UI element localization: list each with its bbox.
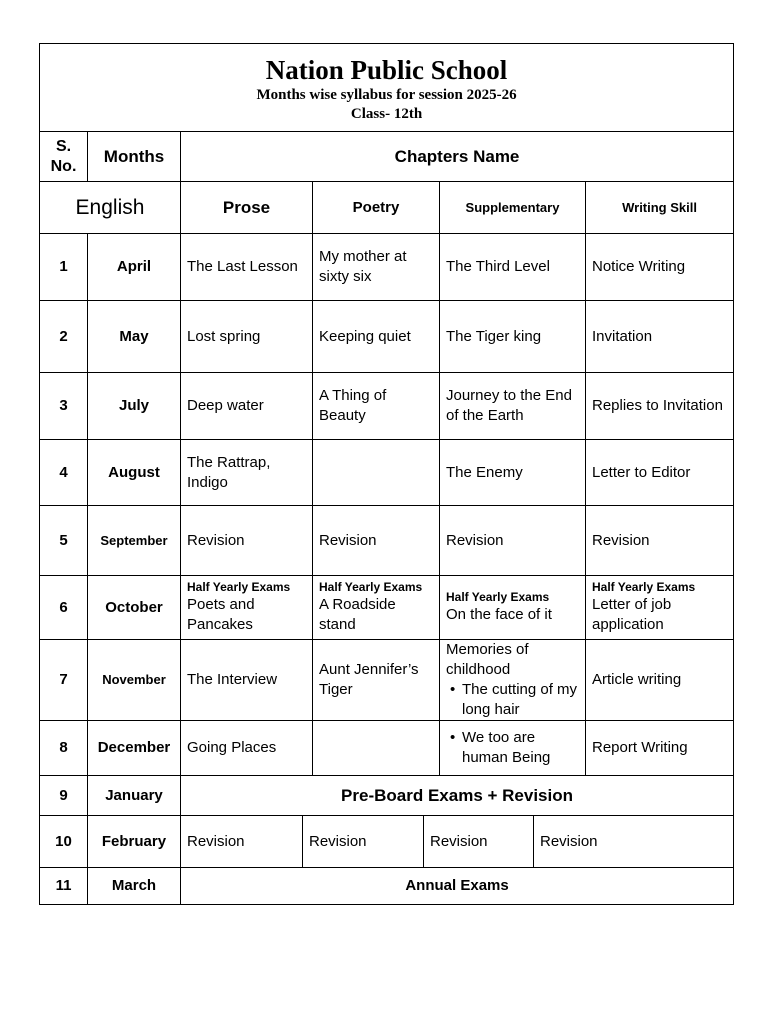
table-row bbox=[40, 373, 734, 440]
row-poetry bbox=[313, 576, 440, 640]
header-cell bbox=[40, 44, 734, 132]
row-month: January bbox=[88, 776, 181, 816]
row-poetry bbox=[313, 721, 440, 776]
row-sno: 1 bbox=[40, 234, 88, 301]
row-supplementary: The Third Level bbox=[440, 234, 586, 301]
row-poetry-text: A Roadside stand bbox=[319, 596, 396, 633]
row-writing-skill: Notice Writing bbox=[586, 234, 734, 301]
chapters-name-header: Chapters Name bbox=[181, 132, 734, 182]
preboard-cell: Pre-Board Exams + Revision bbox=[181, 776, 734, 816]
class-label: Class- 12th bbox=[350, 105, 423, 122]
supplementary-header: Supplementary bbox=[440, 182, 586, 234]
syllabus-document bbox=[39, 43, 733, 905]
row-writing-skill bbox=[586, 576, 734, 640]
row-poetry: Keeping quiet bbox=[313, 301, 440, 373]
row-poetry: Aunt Jennifer’s Tiger bbox=[313, 640, 440, 721]
row-prose: Deep water bbox=[181, 373, 313, 440]
row-prose: The Last Lesson bbox=[181, 234, 313, 301]
poetry-header: Poetry bbox=[313, 182, 440, 234]
bullet-text: We too are human Being bbox=[462, 729, 551, 766]
session-subtitle: Months wise syllabus for session 2025-26 bbox=[256, 86, 517, 103]
half-yearly-note: Half Yearly Exams bbox=[592, 580, 696, 594]
row-prose: The Rattrap, Indigo bbox=[181, 440, 313, 506]
half-yearly-note: Half Yearly Exams bbox=[446, 590, 550, 604]
half-yearly-note: Half Yearly Exams bbox=[187, 580, 291, 594]
bullet-icon: • bbox=[450, 681, 456, 698]
row-sno: 6 bbox=[40, 576, 88, 640]
revision-cell: Revision bbox=[424, 816, 534, 867]
table-row bbox=[40, 640, 734, 721]
february-revision-cell bbox=[181, 816, 734, 868]
bullet-item bbox=[446, 728, 579, 768]
row-sno: 10 bbox=[40, 816, 88, 868]
row-month: September bbox=[88, 506, 181, 576]
half-yearly-note: Half Yearly Exams bbox=[319, 580, 423, 594]
row-month: October bbox=[88, 576, 181, 640]
row-supplementary bbox=[440, 721, 586, 776]
sno-header: S. No. bbox=[40, 132, 88, 182]
table-row bbox=[40, 440, 734, 506]
row-supplementary: The Enemy bbox=[440, 440, 586, 506]
row-supplementary-text: Memories of childhood bbox=[446, 641, 529, 678]
header-row bbox=[40, 44, 734, 132]
row-prose-text: Poets and Pancakes bbox=[187, 596, 255, 633]
subject-row bbox=[40, 182, 734, 234]
row-sno: 8 bbox=[40, 721, 88, 776]
row-writing-skill: Invitation bbox=[586, 301, 734, 373]
row-month: February bbox=[88, 816, 181, 868]
annual-exams-cell: Annual Exams bbox=[181, 868, 734, 905]
row-sno: 5 bbox=[40, 506, 88, 576]
prose-header: Prose bbox=[181, 182, 313, 234]
table-row bbox=[40, 506, 734, 576]
row-month: May bbox=[88, 301, 181, 373]
row-supplementary bbox=[440, 640, 586, 721]
row-sno: 11 bbox=[40, 868, 88, 905]
writing-skill-header: Writing Skill bbox=[586, 182, 734, 234]
row-supplementary: Revision bbox=[440, 506, 586, 576]
row-writing-skill: Letter to Editor bbox=[586, 440, 734, 506]
row-writing-skill-text: Letter of job application bbox=[592, 596, 672, 633]
row-writing-skill: Article writing bbox=[586, 640, 734, 721]
bullet-text: The cutting of my long hair bbox=[462, 681, 578, 718]
row-sno: 9 bbox=[40, 776, 88, 816]
revision-cell: Revision bbox=[181, 816, 303, 867]
row-prose: Going Places bbox=[181, 721, 313, 776]
table-row bbox=[40, 576, 734, 640]
row-prose: Revision bbox=[181, 506, 313, 576]
row-month: August bbox=[88, 440, 181, 506]
table-row bbox=[40, 234, 734, 301]
row-supplementary-text: On the face of it bbox=[446, 606, 552, 623]
february-revision-group bbox=[181, 816, 733, 867]
row-month: April bbox=[88, 234, 181, 301]
row-poetry: My mother at sixty six bbox=[313, 234, 440, 301]
column-header-row bbox=[40, 132, 734, 182]
row-supplementary: The Tiger king bbox=[440, 301, 586, 373]
school-name: Nation Public School bbox=[265, 54, 508, 85]
bullet-item bbox=[446, 680, 579, 720]
row-sno: 4 bbox=[40, 440, 88, 506]
row-month: March bbox=[88, 868, 181, 905]
table-row bbox=[40, 868, 734, 905]
row-prose: Lost spring bbox=[181, 301, 313, 373]
revision-cell: Revision bbox=[303, 816, 424, 867]
row-poetry bbox=[313, 440, 440, 506]
row-poetry: Revision bbox=[313, 506, 440, 576]
bullet-icon: • bbox=[450, 729, 456, 746]
table-row bbox=[40, 301, 734, 373]
row-sno: 7 bbox=[40, 640, 88, 721]
row-month: July bbox=[88, 373, 181, 440]
row-sno: 3 bbox=[40, 373, 88, 440]
row-prose: The Interview bbox=[181, 640, 313, 721]
subject-english: English bbox=[40, 182, 181, 234]
months-header: Months bbox=[88, 132, 181, 182]
table-row bbox=[40, 721, 734, 776]
row-prose bbox=[181, 576, 313, 640]
table-row bbox=[40, 776, 734, 816]
syllabus-table bbox=[39, 43, 734, 905]
revision-cell: Revision bbox=[540, 832, 598, 850]
row-month: December bbox=[88, 721, 181, 776]
row-supplementary bbox=[440, 576, 586, 640]
row-supplementary: Journey to the End of the Earth bbox=[440, 373, 586, 440]
row-writing-skill: Report Writing bbox=[586, 721, 734, 776]
row-sno: 2 bbox=[40, 301, 88, 373]
row-writing-skill: Revision bbox=[586, 506, 734, 576]
row-poetry: A Thing of Beauty bbox=[313, 373, 440, 440]
row-month: November bbox=[88, 640, 181, 721]
table-row bbox=[40, 816, 734, 868]
row-writing-skill: Replies to Invitation bbox=[586, 373, 734, 440]
